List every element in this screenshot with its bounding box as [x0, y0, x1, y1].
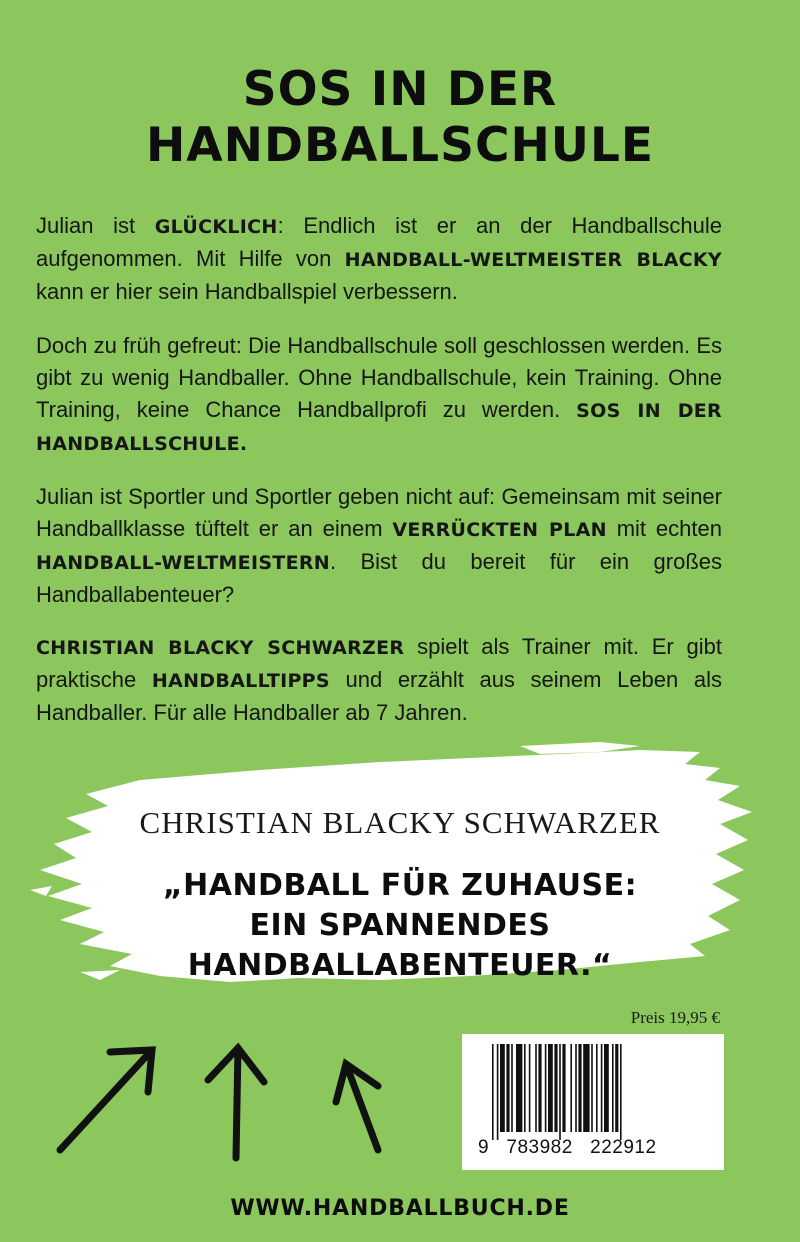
- barcode-bar: [575, 1044, 577, 1132]
- quote-line-1: „HANDBALL FÜR ZUHAUSE:: [162, 868, 638, 903]
- barcode-bar: [529, 1044, 531, 1132]
- blurb-paragraph-1: [36, 210, 722, 308]
- price-label: Preis 19,95 €: [630, 1008, 720, 1027]
- highlight-text: CHRISTIAN BLACKY SCHWARZER: [36, 637, 405, 659]
- barcode-bar: [578, 1044, 581, 1132]
- barcode-bar: [601, 1044, 603, 1132]
- barcode-bar: [492, 1044, 494, 1140]
- barcode-bar: [545, 1044, 547, 1132]
- barcode-bar: [524, 1044, 526, 1132]
- book-title: [0, 62, 800, 174]
- barcode-bar: [548, 1044, 553, 1132]
- barcode-bar: [612, 1044, 614, 1132]
- body-text: Julian ist: [36, 213, 155, 238]
- arrow-icon: [336, 1064, 378, 1150]
- quote-line-2: EIN SPANNENDES: [249, 908, 551, 943]
- website-url[interactable]: WWW.HANDBALLBUCH.DE: [230, 1196, 570, 1221]
- highlight-text: HANDBALLTIPPS: [151, 670, 330, 692]
- barcode-bar: [538, 1044, 541, 1132]
- body-text: kann er hier sein Handballspiel verbessern.: [36, 279, 458, 304]
- barcode-bar: [511, 1044, 513, 1132]
- barcode-bar: [562, 1044, 565, 1132]
- arrow-icon: [208, 1048, 264, 1158]
- barcode-bar: [591, 1044, 593, 1132]
- barcode-bar: [570, 1044, 572, 1132]
- body-text: spielt als Trainer mit. Er gibt praktische: [36, 634, 722, 692]
- arrows-graphic: [40, 1030, 400, 1170]
- author-name: CHRISTIAN BLACKY SCHWARZER: [139, 805, 661, 840]
- quote-line-3: HANDBALLABENTEUER.“: [187, 948, 613, 983]
- isbn-number: 9 783982 222912: [478, 1137, 657, 1158]
- barcode-bar: [516, 1044, 522, 1132]
- barcode-bar: [554, 1044, 557, 1132]
- body-text: Julian ist Sportler und Sportler geben nicht auf: Gemeinsam mit seiner Handballklasse tüftelt er an einem: [36, 484, 722, 541]
- tagline-quote: [0, 866, 800, 986]
- barcode-bar: [497, 1044, 499, 1140]
- barcode-bar: [500, 1044, 505, 1132]
- body-text: . Bist du bereit für ein großes Handballabenteuer?: [36, 549, 722, 607]
- blurb-paragraph-4: [36, 631, 722, 729]
- highlight-text: HANDBALL-WELTMEISTERN: [36, 552, 330, 574]
- highlight-text: GLÜCKLICH: [154, 216, 278, 238]
- barcode-bar: [559, 1044, 561, 1140]
- barcode-bar: [535, 1044, 537, 1132]
- body-text: : Endlich ist er an der Handballschule aufgenommen. Mit Hilfe von: [36, 213, 722, 271]
- body-text: mit echten: [606, 516, 722, 541]
- highlight-text: HANDBALL-WELTMEISTER BLACKY: [344, 249, 722, 271]
- title-line-2: HANDBALLSCHULE: [145, 118, 655, 173]
- barcode-bar: [615, 1044, 618, 1132]
- barcode-bar: [596, 1044, 598, 1132]
- barcode-bar: [604, 1044, 609, 1132]
- barcode-bar: [506, 1044, 509, 1132]
- highlight-text: VERRÜCKTEN PLAN: [392, 519, 607, 541]
- barcode-bar: [620, 1044, 622, 1140]
- body-text: und erzählt aus seinem Leben als Handballer. Für alle Handballer ab 7 Jahren.: [36, 667, 722, 725]
- body-text: Doch zu früh gefreut: Die Handballschule soll geschlossen werden. Es gibt zu wenig Handballer. Ohne Handballschule, kein Training. Ohne Training, keine Chance Handballprofi zu werden.: [36, 333, 722, 422]
- title-line-1: SOS IN DER: [242, 62, 558, 117]
- barcode-bar: [583, 1044, 589, 1132]
- barcode: [462, 1034, 724, 1170]
- blurb-paragraph-2: [36, 330, 722, 460]
- arrow-icon: [60, 1050, 152, 1150]
- highlight-text: SOS IN DER HANDBALLSCHULE.: [36, 400, 722, 455]
- blurb-paragraph-3: [36, 481, 722, 611]
